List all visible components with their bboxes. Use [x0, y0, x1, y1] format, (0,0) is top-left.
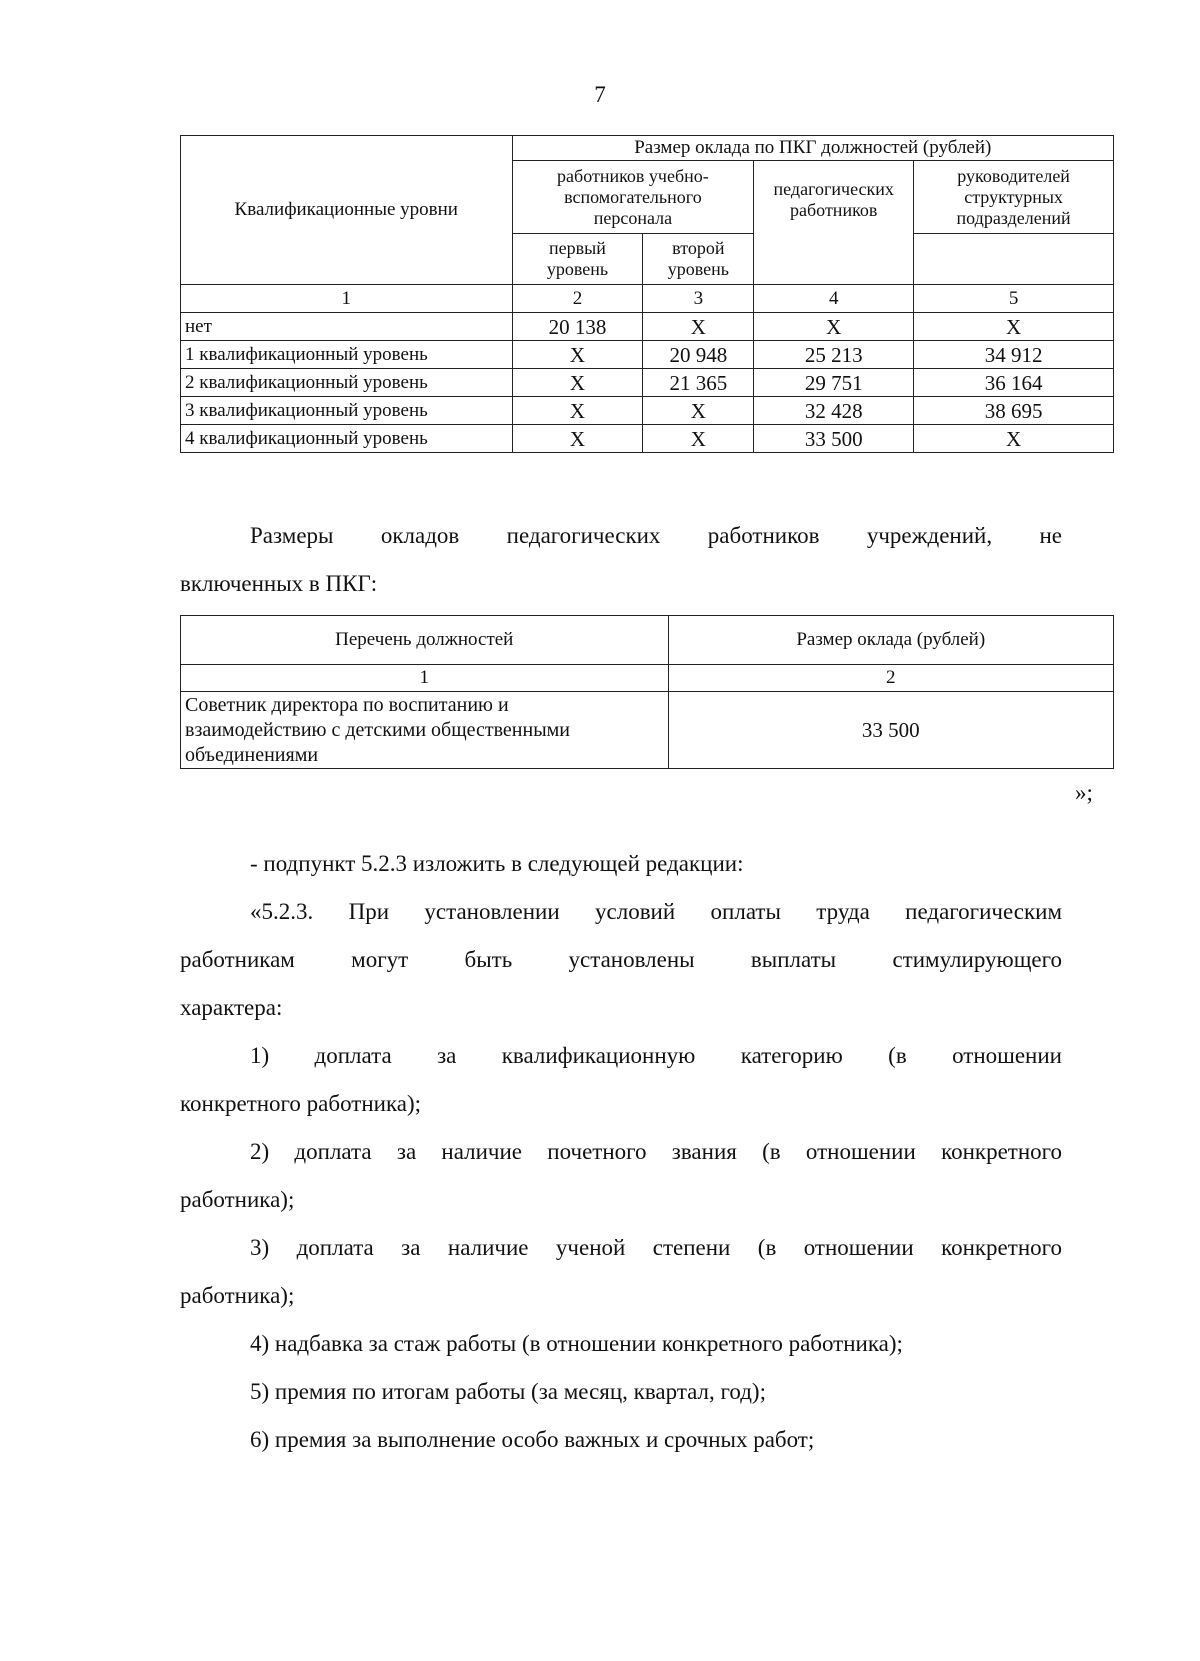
- col-header-second-level: [643, 234, 754, 285]
- col-header-levels: Квалификационные уровни: [181, 136, 513, 285]
- col-header-support-line2: вспомогательного: [564, 186, 702, 207]
- col-number: 1: [181, 665, 669, 692]
- row-label: 4 квалификационный уровень: [181, 425, 513, 453]
- cell-ped: X: [754, 313, 914, 341]
- table-row: [181, 313, 1114, 341]
- col-header-support-line1: работников учебно-: [557, 165, 709, 186]
- col-header-support: [512, 161, 754, 234]
- list-item: 1) доплата за квалификационную категорию (в отношении: [250, 1043, 1062, 1068]
- table-row: [181, 425, 1114, 453]
- table-row: [181, 341, 1114, 369]
- col-header-second-line2: уровень: [667, 259, 729, 279]
- col-header-first-level: [512, 234, 643, 285]
- row-label: нет: [181, 313, 513, 341]
- list-item-cont: работника);: [180, 1283, 295, 1308]
- cell-first-level: X: [512, 369, 643, 397]
- list-item: 4) надбавка за стаж работы (в отношении конкретного работника);: [250, 1331, 903, 1356]
- position-name: [181, 692, 669, 769]
- cell-heads: 36 164: [914, 369, 1114, 397]
- closing-quote: »;: [1075, 780, 1093, 805]
- cell-ped: 29 751: [754, 369, 914, 397]
- position-name-line1: Советник директора по воспитанию и: [185, 693, 509, 716]
- col-number: 2: [668, 665, 1113, 692]
- list-item: 5) премия по итогам работы (за месяц, квартал, год);: [250, 1379, 766, 1404]
- cell-heads: X: [914, 425, 1114, 453]
- col-header-heads-line2: структурных: [964, 186, 1063, 207]
- ped-positions-table: [180, 615, 1114, 769]
- col-header-first-line1: первый: [549, 238, 606, 258]
- cell-second-level: X: [643, 397, 754, 425]
- body-text: [180, 840, 1062, 1464]
- col-header-salary: Размер оклада (рублей): [668, 616, 1113, 665]
- list-item: 3) доплата за наличие ученой степени (в отношении конкретного: [250, 1235, 1062, 1260]
- col-header-ped: [754, 161, 914, 285]
- cell-ped: 25 213: [754, 341, 914, 369]
- salary-table: [180, 135, 1114, 453]
- position-name-line3: объединениями: [185, 743, 319, 766]
- position-name-line2: взаимодействию с детскими общественными: [185, 718, 571, 741]
- subpoint-line: - подпункт 5.2.3 изложить в следующей редакции:: [250, 851, 744, 876]
- row-label: 3 квалификационный уровень: [181, 397, 513, 425]
- cell-first-level: X: [512, 425, 643, 453]
- col-header-heads: [914, 161, 1114, 234]
- col-header-first-line2: уровень: [546, 259, 609, 279]
- col-header-main: Размер оклада по ПКГ должностей (рублей): [512, 136, 1113, 161]
- col-header-ped-line2: работников: [790, 200, 878, 220]
- col-header-support-line3: персонала: [593, 207, 673, 228]
- cell-second-level: 21 365: [643, 369, 754, 397]
- col-header-positions: Перечень должностей: [181, 616, 669, 665]
- col-header-ped-line1: педагогических: [773, 179, 894, 199]
- cell-second-level: X: [643, 313, 754, 341]
- cell-first-level: X: [512, 341, 643, 369]
- col-number: 4: [754, 285, 914, 313]
- paragraph-line: работникам могут быть установлены выплаты стимулирующего: [180, 947, 1062, 972]
- cell-heads: 38 695: [914, 397, 1114, 425]
- col-header-second-line1: второй: [672, 238, 725, 258]
- table-row: [181, 397, 1114, 425]
- list-item: 6) премия за выполнение особо важных и срочных работ;: [250, 1427, 815, 1452]
- list-item: 2) доплата за наличие почетного звания (в отношении конкретного: [250, 1139, 1062, 1164]
- intro-paragraph: [180, 512, 1062, 608]
- col-number: 3: [643, 285, 754, 313]
- col-number: 1: [181, 285, 513, 313]
- col-header-heads-line1: руководителей: [957, 165, 1070, 186]
- intro-line: включенных в ПКГ:: [180, 571, 378, 596]
- numbering-row: [181, 285, 1114, 313]
- table-row: [181, 692, 1114, 769]
- col-header-heads-line3: подразделений: [956, 207, 1071, 228]
- row-label: 1 квалификационный уровень: [181, 341, 513, 369]
- cell-first-level: 20 138: [512, 313, 643, 341]
- cell-second-level: X: [643, 425, 754, 453]
- cell-heads: X: [914, 313, 1114, 341]
- list-item-cont: конкретного работника);: [180, 1091, 422, 1116]
- cell-first-level: X: [512, 397, 643, 425]
- cell-ped: 33 500: [754, 425, 914, 453]
- paragraph-line: характера:: [180, 995, 283, 1020]
- list-item-cont: работника);: [180, 1187, 295, 1212]
- paragraph-line: «5.2.3. При установлении условий оплаты труда педагогическим: [250, 899, 1062, 924]
- table-row: [181, 369, 1114, 397]
- cell-ped: 32 428: [754, 397, 914, 425]
- row-label: 2 квалификационный уровень: [181, 369, 513, 397]
- cell-second-level: 20 948: [643, 341, 754, 369]
- numbering-row: [181, 665, 1114, 692]
- page-number: 7: [594, 82, 606, 107]
- cell-heads: 34 912: [914, 341, 1114, 369]
- col-header-heads-empty: [914, 234, 1114, 285]
- col-number: 2: [512, 285, 643, 313]
- intro-line: Размеры окладов педагогических работников учреждений, не: [250, 523, 1062, 548]
- col-number: 5: [914, 285, 1114, 313]
- position-salary: 33 500: [668, 692, 1113, 769]
